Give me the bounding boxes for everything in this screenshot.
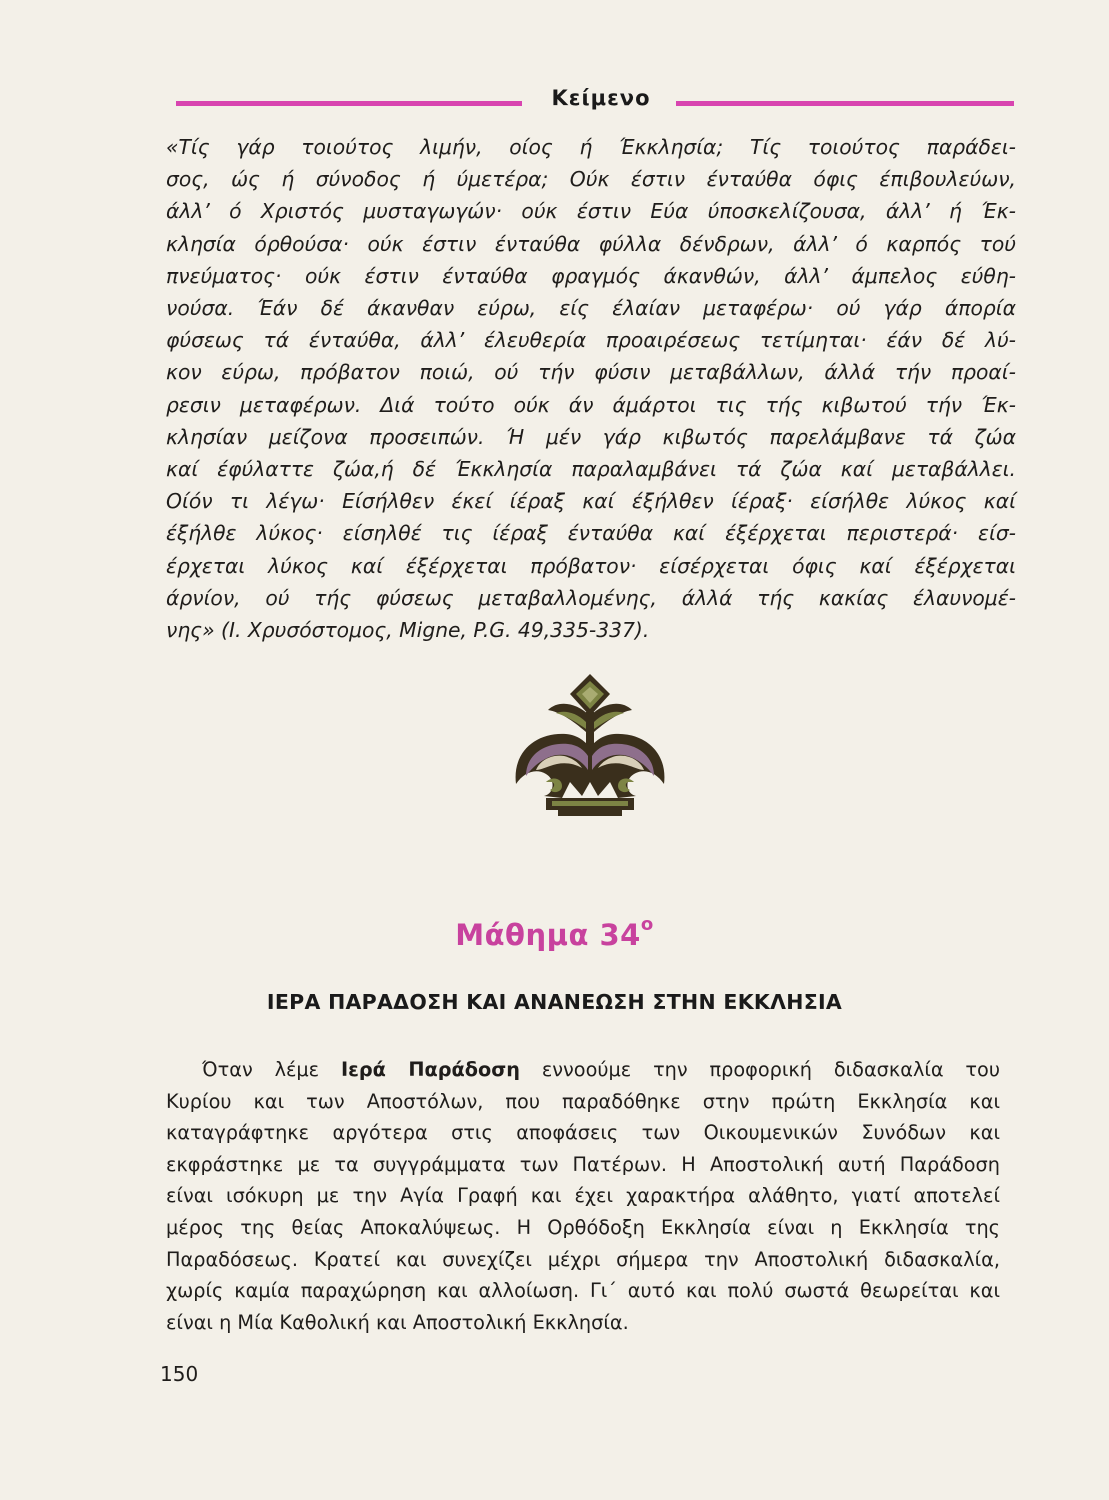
quote-line: έρχεται λύκος καί έξέρχεται πρόβατον· είσέρχεται όφις καί έξέρχεται: [166, 553, 1016, 578]
quote-line: νούσα. Έάν δέ άκανθαν εύρω, είς έλαίαν μεταφέρω· ού γάρ άπορία: [166, 296, 1016, 321]
section-header: [176, 86, 1014, 120]
quote-line: φύσεως τά ένταύθα, άλλ’ έλευθερία προαιρέσεως τετίμηται· έάν δέ λύ-: [166, 328, 1016, 353]
body-line: είναι ισόκυρη με την Αγία Γραφή και έχει χαρακτήρα αλάθητο, γιατί αποτελεί: [166, 1184, 1000, 1208]
header-title: Κείμενο: [551, 86, 651, 110]
body-line: είναι η Μία Καθολική και Αποστολική Εκκλησία.: [166, 1310, 629, 1334]
lesson-title-superscript: ο: [640, 914, 654, 935]
quote-line: σος, ώς ή σύνοδος ή ύμετέρα; Ούκ έστιν ένταύθα όφις έπιβουλεύων,: [166, 167, 1016, 192]
quote-line: κλησίαν μείζονα προσειπών. Ή μέν γάρ κιβωτός παρελάμβανε τά ζώα: [166, 424, 1016, 449]
body-line: Παραδόσεως. Κρατεί και συνεχίζει μέχρι σήμερα την Αποστολική διδασκαλία,: [166, 1247, 1000, 1271]
body-line: [166, 1054, 1000, 1086]
quote-line: κλησία όρθούσα· ούκ έστιν ένταύθα φύλλα δένδρων, άλλ’ ό καρπός τού: [166, 231, 1016, 256]
body-line: εκφράστηκε με τα συγγράμματα των Πατέρων. Η Αποστολική αυτή Παράδοση: [166, 1152, 1000, 1176]
quote-line: ρεσιν μεταφέρων. Διά τούτο ούκ άν άμάρτοι τις τής κιβωτού τήν Έκ-: [166, 392, 1016, 417]
quote-line: καί έφύλαττε ζώα,ή δέ Έκκλησία παραλαμβάνει τά ζώα καί μεταβάλλει.: [166, 457, 1016, 482]
quote-line: πνεύματος· ούκ έστιν ένταύθα φραγμός άκανθών, άλλ’ άμπελος εύθη-: [166, 263, 1016, 288]
quote-line: άρνίον, ού τής φύσεως μεταβαλλομένης, άλλά τής κακίας έλαυνομέ-: [166, 585, 1016, 610]
quote-line: κον εύρω, πρόβατον ποιώ, ού τήν φύσιν μεταβάλλων, άλλά τήν προαί-: [166, 360, 1016, 385]
body-text: εννοούμε την προφορική διδασκαλία του: [520, 1058, 1000, 1081]
anthemion-ornament-icon: [506, 672, 674, 822]
section-title: ΙΕΡΑ ΠΑΡΑΔΟΣΗ ΚΑΙ ΑΝΑΝΕΩΣΗ ΣΤΗΝ ΕΚΚΛΗΣΙΑ: [266, 990, 843, 1014]
body-line: χωρίς καμία παραχώρηση και αλλοίωση. Γι΄ αυτό και πολύ σωστά θεωρείται και: [166, 1279, 1000, 1303]
body-bold-term: Ιερά Παράδοση: [340, 1058, 520, 1081]
header-rule-right: [676, 101, 1014, 106]
quote-line: Οίόν τι λέγω· Είσήλθεν έκεί ίέραξ καί έξήλθεν ίέραξ· είσήλθε λύκος καί: [166, 489, 1016, 514]
quote-line: «Τίς γάρ τοιούτος λιμήν, οίος ή Έκκλησία; Τίς τοιούτος παράδει-: [166, 135, 1016, 159]
header-rule-left: [176, 101, 522, 106]
quote-line: έξήλθε λύκος· είσηλθέ τις ίέραξ ένταύθα καί έξέρχεται περιστερά· είσ-: [166, 521, 1016, 546]
body-line: καταγράφτηκε αργότερα στις αποφάσεις των Οικουμενικών Συνόδων και: [166, 1121, 1000, 1145]
body-line: Κυρίου και των Αποστόλων, που παραδόθηκε στην πρώτη Εκκλησία και: [166, 1089, 1000, 1113]
quote-paragraph: [166, 131, 1016, 646]
body-paragraph: [166, 1054, 1000, 1338]
page-number: 150: [160, 1362, 199, 1386]
lesson-title: [0, 914, 1109, 952]
body-text: Όταν λέμε: [202, 1058, 341, 1081]
quote-line: άλλ’ ό Χριστός μυσταγωγών· ούκ έστιν Εύα ύποσκελίζουσα, άλλ’ ή Έκ-: [166, 199, 1016, 224]
lesson-title-text: Μάθημα 34: [455, 918, 641, 952]
quote-line: νης» (Ι. Χρυσόστομος, Migne, P.G. 49,335-337).: [166, 618, 650, 643]
body-line: μέρος της θείας Αποκαλύψεως. Η Ορθόδοξη Εκκλησία είναι η Εκκλησία της: [166, 1215, 1000, 1239]
